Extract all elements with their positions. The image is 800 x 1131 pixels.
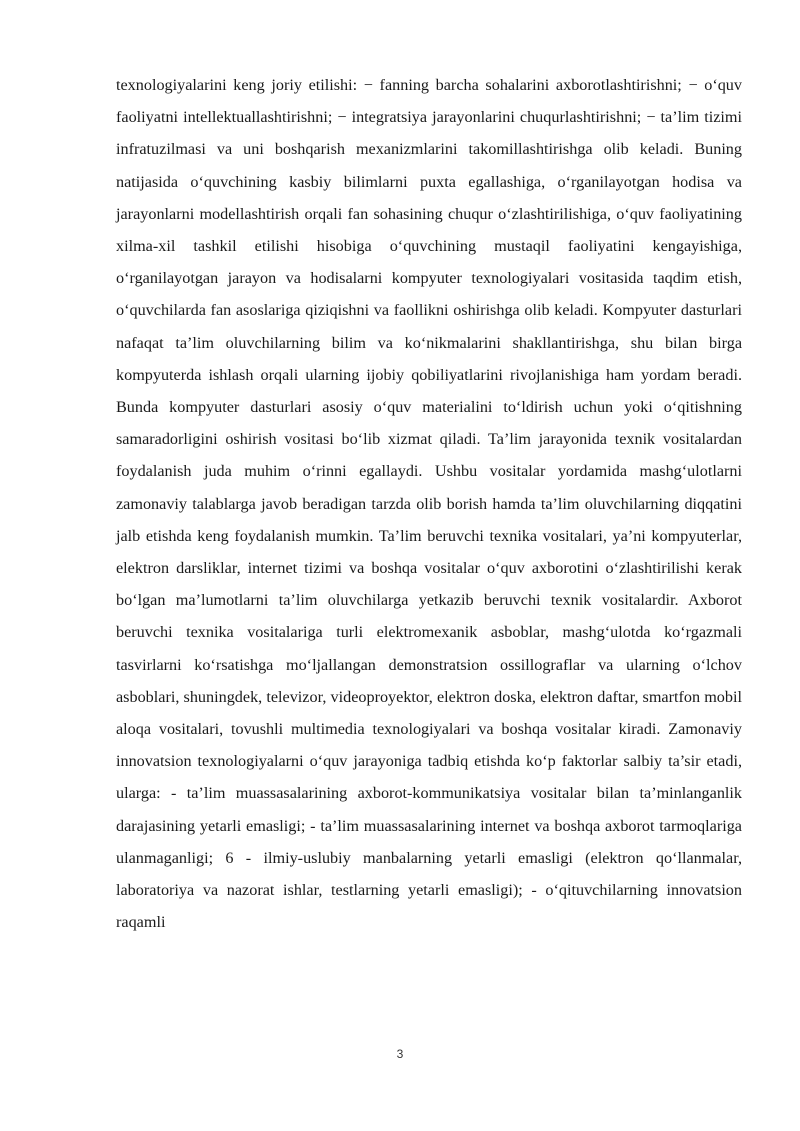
body-paragraph: texnologiyalarini keng joriy etilishi: − fanning barcha sohalarini axborotlashtirishni; − o‘quv faoliyatni intellektuallashtirishni; − integratsiya jarayonlarini chuqurlashtirishni; − ta’lim tizimi infratuzilmasi va uni boshqarish mexanizmlarini takomillashtirishga olib keladi. Buning natijasida o‘quvchining kasbiy bilimlarni puxta egallashiga, o‘rganilayotgan hodisa va jarayonlarni modellashtirish orqali fan sohasining chuqur o‘zlashtirilishiga, o‘quv faoliyatining xilma-xil tashkil etilishi hisobiga o‘quvchining mustaqil faoliyatini kengayishiga, o‘rganilayotgan jarayon va hodisalarni kompyuter texnologiyalari vositasida taqdim etish, o‘quvchilarda fan asoslariga qiziqishni va faollikni oshirishga olib keladi. Kompyuter dasturlari nafaqat ta’lim oluvchilarning bilim va ko‘nikmalarini shakllantirishga, shu bilan birga kompyuterda ishlash orqali ularning ijobiy qobiliyatlarini rivojlanishiga ham yordam beradi. Bunda kompyuter dasturlari asosiy o‘quv materialini to‘ldirish uchun yoki o‘qitishning samaradorligini oshirish vositasi bo‘lib xizmat qiladi. Ta’lim jarayonida texnik vositalardan foydalanish juda muhim o‘rinni egallaydi. Ushbu vositalar yordamida mashg‘ulotlarni zamonaviy talablarga javob beradigan tarzda olib borish hamda ta’lim oluvchilarning diqqatini jalb etishda keng foydalanish mumkin. Ta’lim beruvchi texnika vositalari, ya’ni kompyuterlar, elektron darsliklar, internet tizimi va boshqa vositalar o‘quv axborotini o‘zlashtirilishi kerak bo‘lgan ma’lumotlarni ta’lim oluvchilarga yetkazib beruvchi texnik vositalardir. Axborot beruvchi texnika vositalariga turli elektromexanik asboblar, mashg‘ulotda ko‘rgazmali tasvirlarni ko‘rsatishga mo‘ljallangan demonstratsion ossillograflar va ularning o‘lchov asboblari, shuningdek, televizor, videoproyektor, elektron doska, elektron daftar, smartfon mobil aloqa vositalari, tovushli multimedia texnologiyalari va boshqa vositalar kiradi. Zamonaviy innovatsion texnologiyalarni o‘quv jarayoniga tadbiq etishda ko‘p faktorlar salbiy ta’sir etadi, ularga: - ta’lim muassasalarining axborot-kommunikatsiya vositalar bilan ta’minlanganlik darajasining yetarli emasligi; - ta’lim muassasalarining internet va boshqa axborot tarmoqlariga ulanmaganligi; 6 - ilmiy-uslubiy manbalarning yetarli emasligi (elektron qo‘llanmalar, laboratoriya va nazorat ishlar, testlarning yetarli emasligi); - o‘qituvchilarning innovatsion raqamli [116,76,742,932]
page-number: 3 [396,1047,404,1061]
